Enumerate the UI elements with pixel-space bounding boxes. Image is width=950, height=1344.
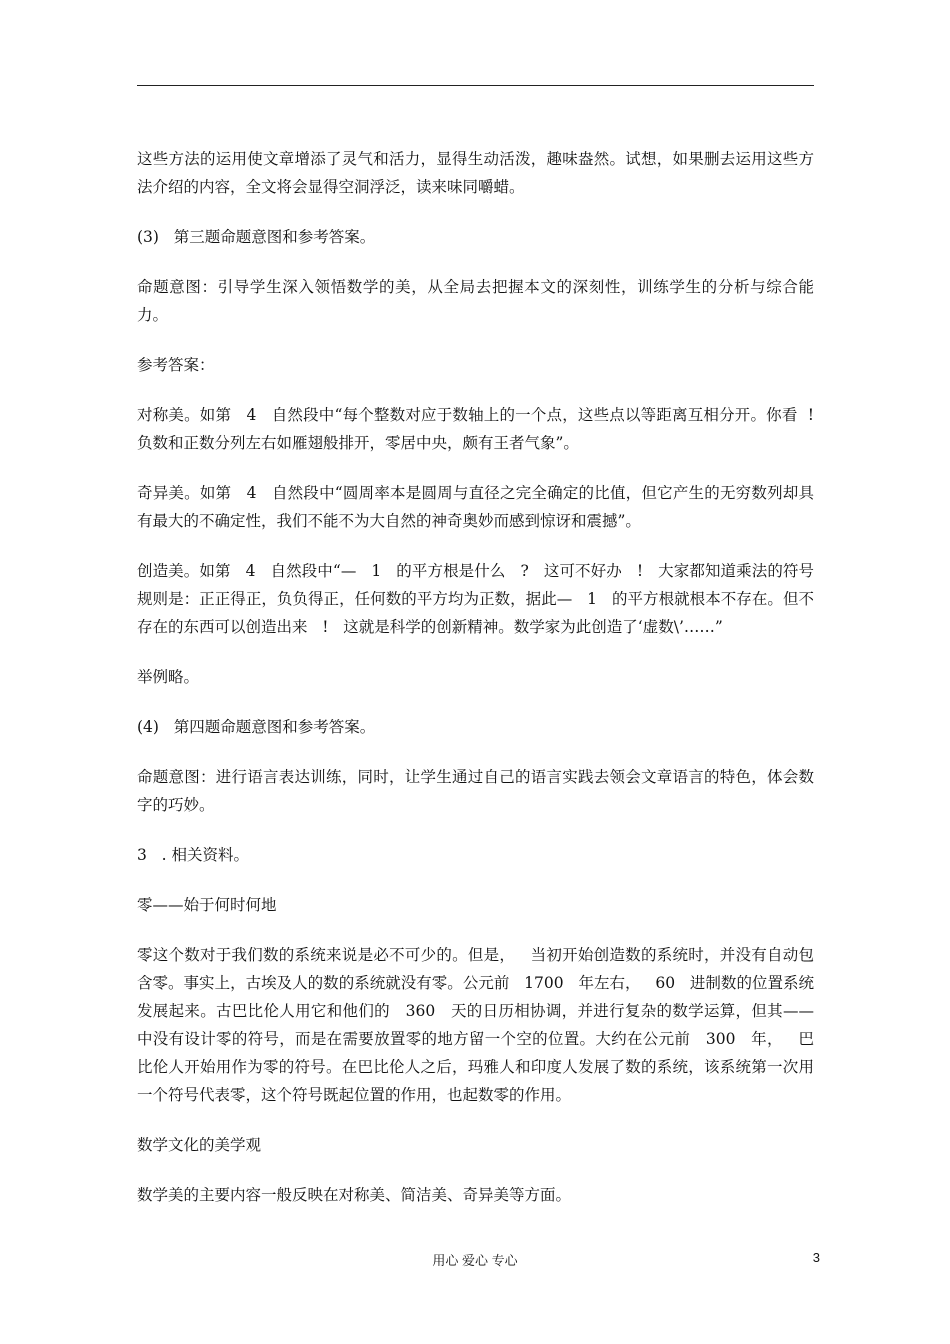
footer-text: 用心 爱心 专心 xyxy=(432,1253,518,1268)
paragraph: 命题意图：引导学生深入领悟数学的美，从全局去把握本文的深刻性，训练学生的分析与综合能力。 xyxy=(137,278,814,324)
paragraph-strangeness: 奇异美。如第 4 自然段中“圆周率本是圆周与直径之完全确定的比值，但它产生的无穷数列却具有最大的不确定性，我们不能不为大自然的神奇奥妙而感到惊讶和震撼”。 xyxy=(137,484,814,530)
subheading-aesthetics: 数学文化的美学观 xyxy=(137,1136,262,1154)
answer-label: 参考答案： xyxy=(137,356,215,374)
subheading-zero: 零——始于何时何地 xyxy=(137,896,277,914)
paragraph: 数学美的主要内容一般反映在对称美、简洁美、奇异美等方面。 xyxy=(137,1186,572,1204)
paragraph-creativity: 创造美。如第 4 自然段中“— 1 的平方根是什么 ? 这可不好办 ! 大家都知道乘法的符号规则是：正正得正，负负得正，任何数的平方均为正数，据此— 1 的平方根就根本不存在。但不存在的东西可以创造出来 ! 这就是科学的创新精神。数学家为此创造了‘虚数\’……” xyxy=(137,562,814,636)
document-body xyxy=(137,145,829,1231)
page-number: 3 xyxy=(812,1250,820,1265)
page-footer xyxy=(0,1248,950,1270)
paragraph: 命题意图：进行语言表达训练，同时，让学生通过自己的语言实践去领会文章语言的特色，体会数字的巧妙。 xyxy=(137,768,814,814)
section-heading-3: (3) 第三题命题意图和参考答案。 xyxy=(137,228,376,246)
section-heading-4: (4) 第四题命题意图和参考答案。 xyxy=(137,718,376,736)
paragraph: 这些方法的运用使文章增添了灵气和活力，显得生动活泼，趣味盎然。试想，如果删去运用这些方法介绍的内容，全文将会显得空洞浮泛，读来味同嚼蜡。 xyxy=(137,150,814,196)
paragraph: 举例略。 xyxy=(137,668,200,686)
paragraph-symmetry: 对称美。如第 4 自然段中“每个整数对应于数轴上的一个点，这些点以等距离互相分开。你看 ! 负数和正数分列左右如雁翅般排开，零居中央，颇有王者气象”。 xyxy=(137,406,829,452)
header-rule xyxy=(137,85,814,86)
paragraph-zero-history: 零这个数对于我们数的系统来说是必不可少的。但是， 当初开始创造数的系统时，并没有自动包含零。事实上，古埃及人的数的系统就没有零。公元前 1700 年左右， 60 进制数的位置系统发展起来。古巴比伦人用它和他们的 360 天的日历相协调，并进行复杂的数学运算，但其——中没有设计零的符号，而是在需要放置零的地方留一个空的位置。大约在公元前 300 年， 巴比伦人开始用作为零的符号。在巴比伦人之后，玛雅人和印度人发展了数的系统，该系统第一次用一个符号代表零，这个符号既起位置的作用，也起数零的作用。 xyxy=(137,946,814,1104)
section-heading-related: 3 . 相关资料。 xyxy=(137,846,249,864)
